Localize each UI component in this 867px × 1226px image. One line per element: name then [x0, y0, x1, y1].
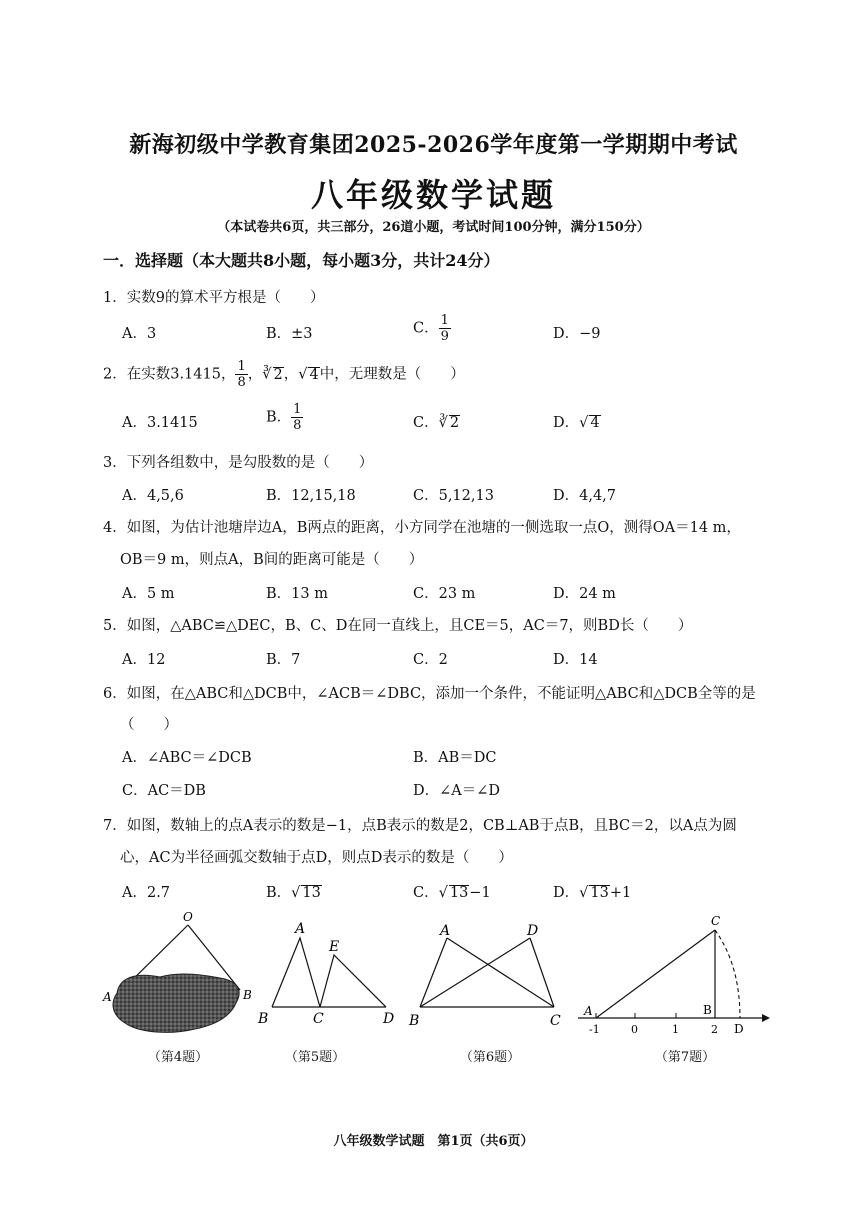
label-c: C [711, 914, 721, 928]
arc-cd [715, 930, 740, 1018]
fraction-numerator: 1 [293, 402, 302, 417]
q1-option-a: A．3 [122, 326, 157, 342]
q5-option-c: C．2 [413, 652, 448, 668]
exam-info: （本试卷共6页，共三部分，26道小题，考试时间100分钟，满分150分） [217, 220, 650, 235]
q2-option-d-radicand: 4 [590, 415, 600, 431]
question-1-stem: 1．实数9的算术平方根是（ ） [103, 290, 325, 306]
label-d: D [734, 1022, 744, 1036]
line-ab [420, 938, 447, 1007]
q2-option-c-label: C．∛ [413, 415, 448, 431]
q7-option-d [553, 881, 631, 902]
line-ac [447, 938, 554, 1007]
q2-option-a: A．3.1415 [122, 415, 198, 431]
q1-option-c [413, 314, 451, 343]
q7-option-b-label: B．√ [266, 885, 301, 901]
q2-option-b-label: B． [266, 409, 292, 426]
q7-option-c-tail: −1 [469, 885, 491, 901]
q2-stem-radicand1: 2 [273, 366, 283, 383]
axis-arrow-icon [762, 1014, 770, 1022]
fraction-numerator: 1 [440, 313, 449, 328]
q2-stem-fraction [235, 360, 247, 389]
label-a: A [103, 990, 112, 1004]
q4-option-a: A．5 m [122, 586, 175, 602]
tick-label-0: 0 [631, 1023, 638, 1036]
q3-option-d: D．4,4,7 [553, 488, 617, 504]
label-b: B [703, 1003, 712, 1017]
q7-option-c-label: C．√ [413, 885, 448, 901]
label-c: C [313, 1011, 324, 1027]
label-c: C [550, 1013, 561, 1029]
q6-option-d: D．∠A＝∠D [413, 783, 501, 799]
q2-option-d-label: D．√ [553, 415, 589, 431]
school-title: 新海初级中学教育集团2025-2026学年度第一学期期中考试 [129, 132, 738, 158]
figure-5-triangles [257, 921, 394, 1027]
q4-option-c: C．23 m [413, 586, 476, 602]
label-b: B [243, 988, 252, 1002]
q3-option-c: C．5,12,13 [413, 488, 494, 504]
q7-option-b-radicand: 13 [302, 885, 321, 901]
q6-option-b: B．AB＝DC [413, 750, 497, 766]
q7-option-b [266, 881, 322, 902]
section-title: 一．选择题（本大题共8小题，每小题3分，共计24分） [103, 251, 500, 270]
q2-option-b [266, 403, 303, 432]
q6-option-c: C．AC＝DB [122, 783, 206, 799]
fraction-denominator: 8 [237, 375, 246, 390]
q2-stem-mid1: ，∛ [247, 366, 272, 383]
label-a: A [584, 1004, 593, 1018]
label-b: B [258, 1011, 269, 1027]
q5-option-d: D．14 [553, 652, 598, 668]
label-b: B [409, 1013, 420, 1029]
q5-option-a: A．12 [122, 652, 166, 668]
label-o: O [183, 910, 193, 924]
question-4-stem-line2: OB＝9 m，则点A，B间的距离可能是（ ） [120, 552, 424, 568]
question-7-stem-line2: 心，AC为半径画弧交数轴于点D，则点D表示的数是（ ） [120, 850, 513, 866]
q6-option-a: A．∠ABC＝∠DCB [122, 750, 252, 766]
q7-option-c [413, 881, 491, 902]
q2-stem-mid2: ，√ [283, 366, 308, 383]
q2-option-d [553, 411, 601, 432]
exam-title: 八年级数学试题 [310, 176, 556, 214]
figure-5-caption: （第5题） [284, 1050, 346, 1065]
q2-option-c-radicand: 2 [449, 415, 460, 431]
q7-option-d-label: D．√ [553, 885, 589, 901]
label-d: D [527, 923, 539, 939]
q7-option-c-radicand: 13 [449, 885, 469, 901]
fraction-denominator: 8 [293, 418, 302, 433]
label-a: A [295, 921, 306, 937]
line-dc [530, 938, 554, 1007]
label-d: D [383, 1011, 395, 1027]
triangle-abc [272, 938, 320, 1007]
q3-option-a: A．4,5,6 [122, 488, 184, 504]
q1-option-c-label: C． [413, 320, 439, 337]
figure-4-caption: （第4题） [147, 1050, 209, 1065]
question-6-stem-line1: 6．如图，在△ABC和△DCB中，∠ACB＝∠DBC，添加一个条件，不能证明△ABC和△DCB全等的是 [103, 686, 756, 702]
tick-label-2: 2 [711, 1023, 718, 1036]
question-2-stem [103, 360, 465, 389]
q2-option-c [413, 411, 460, 432]
q7-option-a: A．2.7 [122, 885, 171, 901]
figure-7-caption: （第7题） [654, 1050, 716, 1065]
pond-shape [113, 974, 239, 1032]
segment-ac [596, 930, 715, 1018]
fraction-numerator: 1 [237, 359, 246, 374]
label-e: E [329, 939, 340, 955]
figure-4-pond-diagram [102, 910, 252, 1032]
figure-6-quadrilateral [408, 923, 561, 1029]
label-a: A [440, 923, 451, 939]
line-db [420, 938, 530, 1007]
question-7-stem-line1: 7．如图，数轴上的点A表示的数是−1，点B表示的数是2，CB⊥AB于点B，且BC＝2，以A点为圆 [103, 818, 737, 834]
q1-option-b: B．±3 [266, 326, 313, 342]
q7-option-d-radicand: 13 [590, 885, 609, 901]
q4-option-b: B．13 m [266, 586, 328, 602]
page-footer: 八年级数学试题 第1页（共6页） [333, 1134, 534, 1149]
fraction-denominator: 9 [440, 329, 449, 344]
question-4-stem-line1: 4．如图，为估计池塘岸边A，B两点的距离，小方同学在池塘的一侧选取一点O，测得OA＝14 m， [103, 520, 741, 536]
q4-option-d: D．24 m [553, 586, 616, 602]
tick-label-minus-1: -1 [589, 1023, 600, 1036]
q2-stem-radicand2: 4 [309, 366, 319, 383]
tick-label-1: 1 [672, 1023, 679, 1036]
q2-option-b-fraction [291, 403, 303, 432]
q1-option-d: D．−9 [553, 326, 601, 342]
q3-option-b: B．12,15,18 [266, 488, 356, 504]
question-5-stem: 5．如图，△ABC≌△DEC，B、C、D在同一直线上，且CE＝5，AC＝7，则BD长（ ） [103, 618, 693, 634]
triangle-dec [320, 955, 386, 1007]
question-3-stem: 3．下列各组数中，是勾股数的是（ ） [103, 455, 374, 471]
q2-stem-prefix: 2．在实数3.1415， [103, 366, 236, 383]
q5-option-b: B．7 [266, 652, 301, 668]
figure-6-caption: （第6题） [459, 1050, 521, 1065]
figure-7-number-line [578, 914, 770, 1036]
q7-option-d-tail: +1 [609, 885, 632, 901]
q2-stem-suffix: 中，无理数是（ ） [319, 366, 465, 383]
question-6-stem-line2: （ ） [120, 717, 178, 733]
q1-option-c-fraction [439, 314, 451, 343]
